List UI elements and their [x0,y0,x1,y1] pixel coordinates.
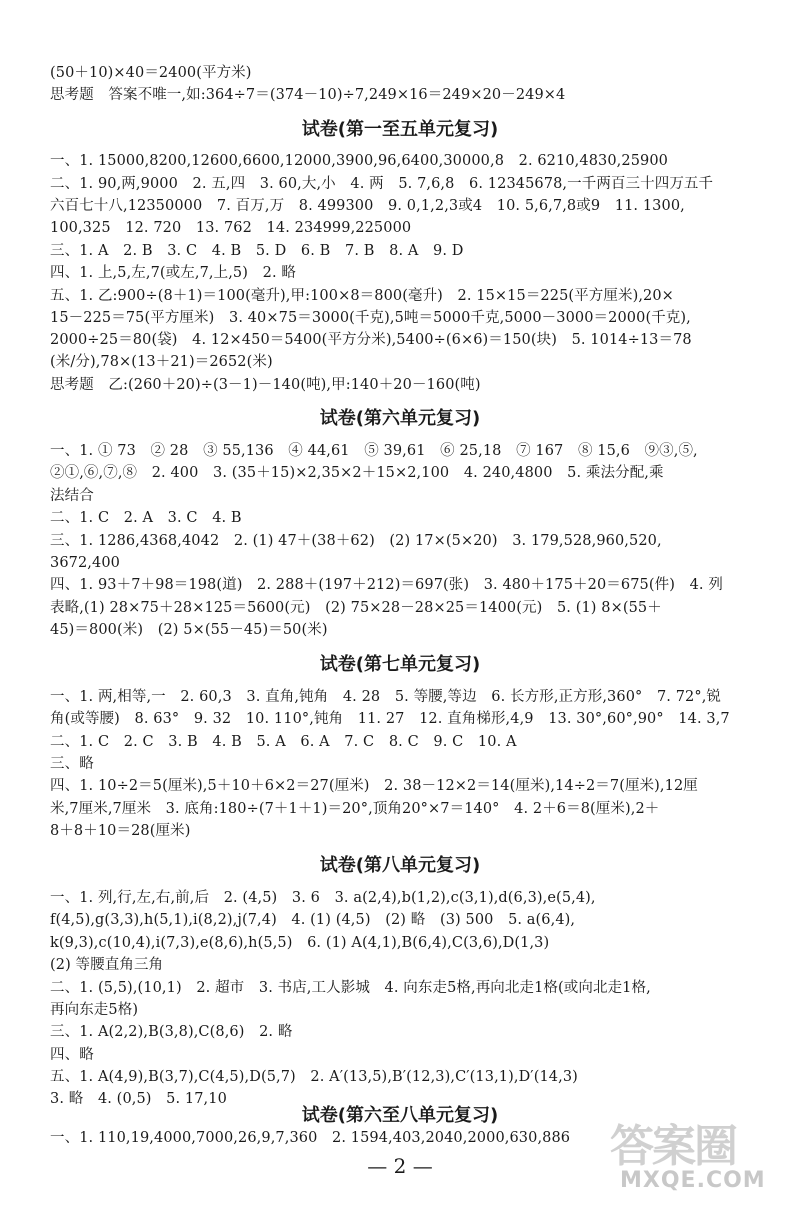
text-line: 3672,400 [50,555,120,571]
text-line: 15－225＝75(平方厘米) 3. 40×75＝3000(千克),5吨＝5000千克,5000－3000＝2000(千克), [50,310,691,326]
text-line: 法结合 [50,488,94,504]
page-number: — 2 — [367,1154,433,1178]
text-line: 二、1. C 2. A 3. C 4. B [50,510,242,526]
text-line: 五、1. A(4,9),B(3,7),C(4,5),D(5,7) 2. A′(13,5),B′(12,3),C′(13,1),D′(14,3) [50,1069,578,1085]
text-line: ②①,⑥,⑦,⑧ 2. 400 3. (35＋15)×2,35×2＋15×2,100 4. 240,4800 5. 乘法分配,乘 [50,465,664,481]
section-title: 试卷(第七单元复习) [319,654,481,675]
text-line: 二、1. (5,5),(10,1) 2. 超市 3. 书店,工人影城 4. 向东走5格,再向北走1格(或向北走1格, [50,980,651,996]
text-line: (2) 等腰直角三角 [50,957,164,973]
text-line: 一、1. 列,行,左,右,前,后 2. (4,5) 3. 6 3. a(2,4),b(1,2),c(3,1),d(6,3),e(5,4), [50,890,596,906]
text-line: 米,7厘米,7厘米 3. 底角:180÷(7＋1＋1)＝20°,顶角20°×7＝140° 4. 2＋6＝8(厘米),2＋ [50,801,660,817]
text-line: 3. 略 4. (0,5) 5. 17,10 [50,1091,227,1107]
text-line: 四、1. 93＋7＋98＝198(道) 2. 288＋(197＋212)＝697(张) 3. 480＋175＋20＝675(件) 4. 列 [50,577,723,593]
text-line: 一、1. 15000,8200,12600,6600,12000,3900,96,6400,30000,8 2. 6210,4830,25900 [50,153,669,169]
text-line: 45)＝800(米) (2) 5×(55－45)＝50(米) [50,622,328,638]
text-line: 表略,(1) 28×75＋28×125＝5600(元) (2) 75×28－28×25＝1400(元) 5. (1) 8×(55＋ [50,600,662,616]
text-line: 思考题 乙:(260＋20)÷(3－1)－140(吨),甲:140＋20－160(吨) [50,377,481,393]
text-line: (米/分),78×(13＋21)＝2652(米) [50,354,273,370]
text-line: 100,325 12. 720 13. 762 14. 234999,225000 [50,220,412,236]
text-line: 三、1. 1286,4368,4042 2. (1) 47＋(38＋62) (2) 17×(5×20) 3. 179,528,960,520, [50,533,662,549]
text-line: 四、1. 10÷2＝5(厘米),5＋10＋6×2＝27(厘米) 2. 38－12×2＝14(厘米),14÷2＝7(厘米),12厘 [50,778,698,794]
text-line: f(4,5),g(3,3),h(5,1),i(8,2),j(7,4) 4. (1) (4,5) (2) 略 (3) 500 5. a(6,4), [50,912,576,928]
text-line: 三、1. A 2. B 3. C 4. B 5. D 6. B 7. B 8. A 9. D [50,243,464,259]
text-line: 再向东走5格) [50,1002,139,1018]
watermark-url: MXQE.COM [620,1168,766,1193]
section-title: 试卷(第六单元复习) [319,408,481,429]
watermark-logo: 答案圈 [610,1121,736,1172]
text-line: 一、1. 两,相等,一 2. 60,3 3. 直角,钝角 4. 28 5. 等腰,等边 6. 长方形,正方形,360° 7. 72°,锐 [50,689,722,705]
text-line: 一、1. ① 73 ② 28 ③ 55,136 ④ 44,61 ⑤ 39,61 ⑥ 25,18 ⑦ 167 ⑧ 15,6 ⑨③,⑤, [50,443,698,459]
text-line: 二、1. 90,两,9000 2. 五,四 3. 60,大,小 4. 两 5. 7,6,8 6. 12345678,一千两百三十四万五千 [50,176,714,192]
text-line: 三、1. A(2,2),B(3,8),C(8,6) 2. 略 [50,1024,293,1040]
section-title: 试卷(第一至五单元复习) [301,119,499,140]
section-title: 试卷(第八单元复习) [319,855,481,876]
text-line: 8＋8＋10＝28(厘米) [50,823,191,839]
section-title: 试卷(第六至八单元复习) [301,1105,499,1126]
text-line: 三、略 [50,756,94,772]
text-line: 四、略 [50,1047,94,1063]
watermark [590,1110,790,1200]
text-line: 一、1. 110,19,4000,7000,26,9,7,360 2. 1594,403,2040,2000,630,886 [50,1130,571,1146]
text-line: 五、1. 乙:900÷(8＋1)＝100(毫升),甲:100×8＝800(毫升) 2. 15×15＝225(平方厘米),20× [50,288,674,304]
text-line: 二、1. C 2. C 3. B 4. B 5. A 6. A 7. C 8. C 9. C 10. A [50,734,517,750]
text-line: 2000÷25＝80(袋) 4. 12×450＝5400(平方分米),5400÷(6×6)＝150(块) 5. 1014÷13＝78 [50,332,692,348]
text-line: (50＋10)×40＝2400(平方米) [50,65,252,81]
text-line: 角(或等腰) 8. 63° 9. 32 10. 110°,钝角 11. 27 12. 直角梯形,4,9 13. 30°,60°,90° 14. 3,7 [50,711,730,727]
text-line: 四、1. 上,5,左,7(或左,7,上,5) 2. 略 [50,265,296,281]
text-line: k(9,3),c(10,4),i(7,3),e(8,6),h(5,5) 6. (1) A(4,1),B(6,4),C(3,6),D(1,3) [50,935,550,951]
text-line: 六百七十八,12350000 7. 百万,万 8. 499300 9. 0,1,2,3或4 10. 5,6,7,8或9 11. 1300, [50,198,685,214]
text-line: 思考题 答案不唯一,如:364÷7＝(374－10)÷7,249×16＝249×20－249×4 [50,87,566,103]
